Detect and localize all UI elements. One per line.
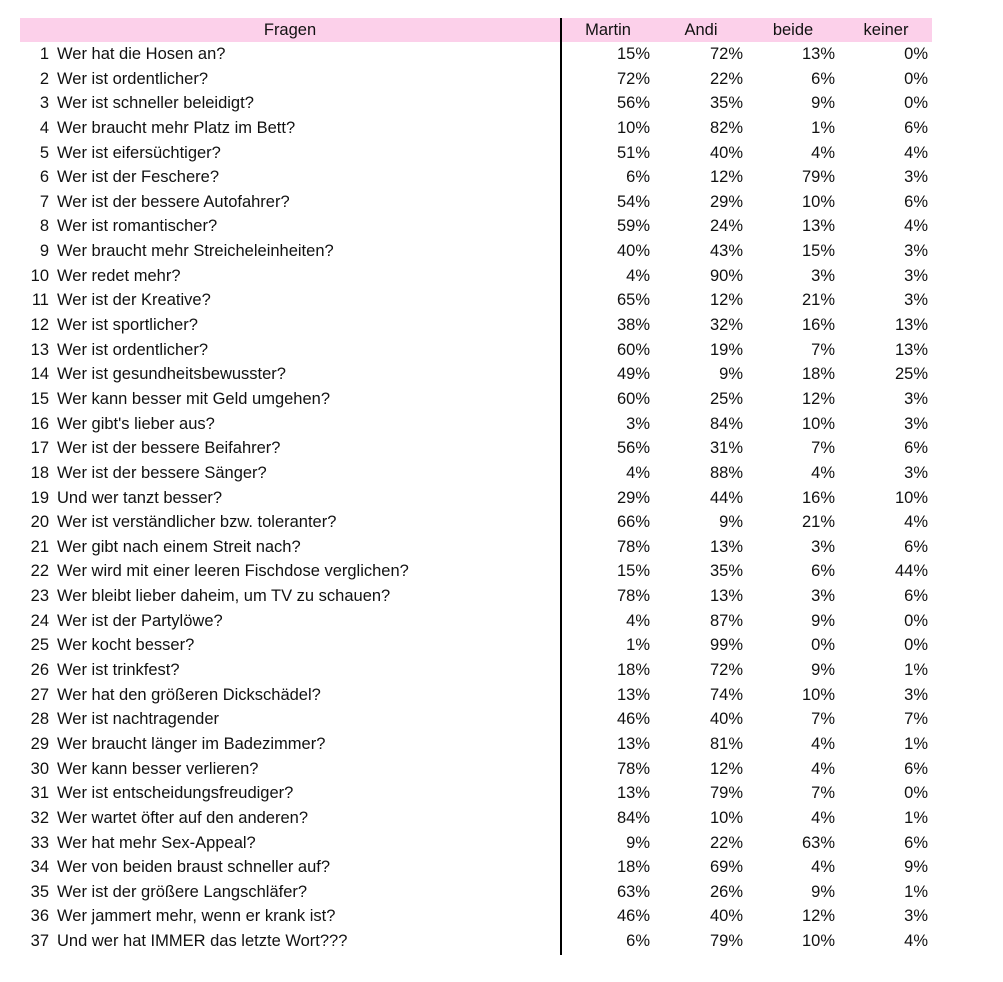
value-andi: 12%: [709, 759, 743, 778]
value-martin: 49%: [616, 365, 650, 384]
value-beide: 7%: [811, 439, 835, 458]
table-row: [0, 67, 1003, 92]
value-andi: 35%: [709, 562, 743, 581]
value-keiner: 3%: [904, 291, 928, 310]
value-martin: 29%: [616, 488, 650, 507]
value-beide: 4%: [811, 858, 835, 877]
question-text: Wer ist der bessere Beifahrer?: [57, 439, 281, 458]
table-row: [0, 781, 1003, 806]
value-beide: 1%: [811, 118, 835, 137]
value-martin: 66%: [616, 513, 650, 532]
value-martin: 15%: [616, 45, 650, 63]
table-row: [0, 880, 1003, 905]
value-martin: 46%: [616, 710, 650, 729]
value-beide: 7%: [811, 340, 835, 359]
table-row: [0, 264, 1003, 289]
table-row: [0, 313, 1003, 338]
question-number: 31: [30, 784, 49, 803]
value-beide: 3%: [811, 537, 835, 556]
question-text: Wer kann besser mit Geld umgehen?: [57, 389, 330, 408]
table-row: [0, 461, 1003, 486]
value-keiner: 13%: [894, 340, 928, 359]
value-beide: 18%: [801, 365, 835, 384]
value-andi: 32%: [709, 316, 743, 335]
value-beide: 79%: [801, 168, 835, 187]
value-martin: 72%: [616, 69, 650, 88]
question-text: Wer braucht länger im Badezimmer?: [57, 734, 326, 753]
question-text: Wer hat die Hosen an?: [57, 45, 226, 63]
question-number: 37: [30, 932, 49, 951]
value-martin: 84%: [616, 808, 650, 827]
value-martin: 18%: [616, 661, 650, 680]
table-row: [0, 806, 1003, 831]
value-keiner: 0%: [904, 611, 928, 630]
value-keiner: 0%: [904, 94, 928, 113]
value-beide: 4%: [811, 808, 835, 827]
question-text: Wer redet mehr?: [57, 266, 181, 285]
value-keiner: 3%: [904, 168, 928, 187]
question-text: Wer braucht mehr Streicheleinheiten?: [57, 242, 334, 261]
value-martin: 9%: [626, 833, 650, 852]
question-number: 12: [30, 316, 49, 335]
question-number: 7: [39, 192, 49, 211]
value-andi: 40%: [709, 907, 743, 926]
question-number: 27: [30, 685, 49, 704]
value-beide: 0%: [811, 636, 835, 655]
value-keiner: 3%: [904, 907, 928, 926]
value-beide: 4%: [811, 463, 835, 482]
question-text: Wer hat mehr Sex-Appeal?: [57, 833, 256, 852]
question-number: 29: [30, 734, 49, 753]
value-beide: 9%: [811, 611, 835, 630]
table-row: [0, 387, 1003, 412]
value-andi: 72%: [709, 45, 743, 63]
value-andi: 82%: [709, 118, 743, 137]
value-beide: 9%: [811, 882, 835, 901]
value-beide: 4%: [811, 734, 835, 753]
value-keiner: 1%: [904, 882, 928, 901]
value-keiner: 44%: [894, 562, 928, 581]
question-text: Wer ist verständlicher bzw. toleranter?: [57, 513, 337, 532]
question-number: 14: [30, 365, 49, 384]
value-martin: 10%: [616, 118, 650, 137]
question-number: 17: [30, 439, 49, 458]
question-text: Wer ist nachtragender: [57, 710, 220, 729]
header-beide: beide: [772, 21, 814, 39]
value-keiner: 0%: [904, 69, 928, 88]
value-keiner: 6%: [904, 759, 928, 778]
value-beide: 21%: [801, 513, 835, 532]
question-text: Wer jammert mehr, wenn er krank ist?: [57, 907, 336, 926]
value-andi: 12%: [709, 291, 743, 310]
value-beide: 10%: [801, 192, 835, 211]
value-martin: 78%: [616, 587, 650, 606]
question-text: Wer ist der bessere Autofahrer?: [57, 192, 290, 211]
table-row: [0, 165, 1003, 190]
value-keiner: 0%: [904, 784, 928, 803]
table-row: [0, 116, 1003, 141]
question-text: Wer kann besser verlieren?: [57, 759, 259, 778]
question-number: 26: [30, 661, 49, 680]
value-keiner: 3%: [904, 463, 928, 482]
table-row: [0, 91, 1003, 116]
question-text: Wer wird mit einer leeren Fischdose verglichen?: [57, 562, 409, 581]
value-beide: 3%: [811, 587, 835, 606]
question-text: Wer ist ordentlicher?: [57, 69, 209, 88]
value-andi: 24%: [709, 217, 743, 236]
value-martin: 13%: [616, 734, 650, 753]
table-row: [0, 683, 1003, 708]
table-row: [0, 658, 1003, 683]
value-beide: 21%: [801, 291, 835, 310]
table-row: [0, 288, 1003, 313]
question-number: 33: [30, 833, 49, 852]
question-number: 6: [39, 168, 49, 187]
value-martin: 4%: [626, 266, 650, 285]
table-row: [0, 338, 1003, 363]
value-keiner: 6%: [904, 587, 928, 606]
question-text: Wer von beiden braust schneller auf?: [57, 858, 331, 877]
value-andi: 81%: [709, 734, 743, 753]
value-martin: 1%: [626, 636, 650, 655]
table-row: [0, 929, 1003, 954]
value-martin: 56%: [616, 94, 650, 113]
question-number: 11: [31, 291, 49, 310]
table-body: [0, 42, 1003, 954]
value-keiner: 7%: [904, 710, 928, 729]
value-martin: 38%: [616, 316, 650, 335]
question-number: 20: [30, 513, 49, 532]
question-number: 34: [30, 858, 49, 877]
value-martin: 4%: [626, 463, 650, 482]
question-number: 16: [30, 414, 49, 433]
question-text: Wer wartet öfter auf den anderen?: [57, 808, 309, 827]
question-number: 23: [30, 587, 49, 606]
value-keiner: 25%: [894, 365, 928, 384]
question-number: 5: [39, 143, 49, 162]
question-number: 9: [39, 242, 49, 261]
table-row: [0, 535, 1003, 560]
value-keiner: 0%: [904, 45, 928, 63]
question-text: Wer ist sportlicher?: [57, 316, 198, 335]
question-number: 13: [30, 340, 49, 359]
question-text: Wer ist entscheidungsfreudiger?: [57, 784, 294, 803]
value-andi: 74%: [709, 685, 743, 704]
question-text: Wer bleibt lieber daheim, um TV zu schauen?: [57, 587, 391, 606]
value-martin: 18%: [616, 858, 650, 877]
value-martin: 6%: [626, 932, 650, 951]
value-keiner: 3%: [904, 266, 928, 285]
value-keiner: 4%: [904, 513, 928, 532]
value-beide: 9%: [811, 94, 835, 113]
table-row: [0, 707, 1003, 732]
value-andi: 13%: [709, 587, 743, 606]
question-text: Wer ist romantischer?: [57, 217, 218, 236]
value-andi: 22%: [709, 69, 743, 88]
table-row: [0, 436, 1003, 461]
question-number: 25: [30, 636, 49, 655]
value-beide: 10%: [801, 685, 835, 704]
question-number: 24: [30, 611, 49, 630]
table-row: [0, 831, 1003, 856]
value-andi: 88%: [709, 463, 743, 482]
table-row: [0, 855, 1003, 880]
value-beide: 16%: [801, 316, 835, 335]
value-andi: 25%: [709, 389, 743, 408]
question-number: 35: [30, 882, 49, 901]
value-martin: 3%: [626, 414, 650, 433]
value-andi: 13%: [709, 537, 743, 556]
value-martin: 40%: [616, 242, 650, 261]
table-row: [0, 510, 1003, 535]
value-keiner: 6%: [904, 439, 928, 458]
question-text: Wer ist der Kreative?: [57, 291, 211, 310]
value-keiner: 1%: [904, 808, 928, 827]
question-number: 4: [39, 118, 49, 137]
question-text: Wer ist trinkfest?: [57, 661, 180, 680]
question-number: 1: [39, 45, 49, 63]
value-keiner: 4%: [904, 932, 928, 951]
value-beide: 63%: [801, 833, 835, 852]
question-text: Wer ist der Feschere?: [57, 168, 220, 187]
value-andi: 79%: [709, 784, 743, 803]
value-beide: 10%: [801, 932, 835, 951]
question-number: 36: [30, 907, 49, 926]
value-beide: 7%: [811, 710, 835, 729]
table-row: [0, 190, 1003, 215]
value-andi: 10%: [709, 808, 743, 827]
value-andi: 9%: [719, 513, 743, 532]
value-andi: 79%: [709, 932, 743, 951]
value-beide: 10%: [801, 414, 835, 433]
header-fragen: Fragen: [263, 21, 317, 39]
value-andi: 26%: [709, 882, 743, 901]
value-keiner: 3%: [904, 389, 928, 408]
value-keiner: 0%: [904, 636, 928, 655]
table-row: [0, 214, 1003, 239]
value-beide: 4%: [811, 143, 835, 162]
table-row: [0, 141, 1003, 166]
value-martin: 63%: [616, 882, 650, 901]
value-andi: 44%: [709, 488, 743, 507]
question-number: 32: [30, 808, 49, 827]
value-andi: 69%: [709, 858, 743, 877]
question-text: Und wer tanzt besser?: [57, 488, 223, 507]
table-row: [0, 42, 1003, 67]
value-andi: 19%: [709, 340, 743, 359]
question-text: Wer kocht besser?: [57, 636, 195, 655]
question-number: 22: [30, 562, 49, 581]
question-number: 2: [39, 69, 49, 88]
value-beide: 12%: [801, 907, 835, 926]
value-andi: 90%: [709, 266, 743, 285]
table-row: [0, 904, 1003, 929]
value-beide: 13%: [801, 45, 835, 63]
question-text: Und wer hat IMMER das letzte Wort???: [57, 932, 348, 951]
table-row: [0, 486, 1003, 511]
value-keiner: 13%: [894, 316, 928, 335]
value-andi: 84%: [709, 414, 743, 433]
value-martin: 60%: [616, 340, 650, 359]
question-text: Wer braucht mehr Platz im Bett?: [57, 118, 296, 137]
value-martin: 78%: [616, 537, 650, 556]
header-keiner: keiner: [863, 21, 909, 39]
value-beide: 6%: [811, 562, 835, 581]
value-beide: 13%: [801, 217, 835, 236]
value-martin: 13%: [616, 784, 650, 803]
value-martin: 6%: [626, 168, 650, 187]
table-row: [0, 732, 1003, 757]
value-martin: 60%: [616, 389, 650, 408]
value-andi: 99%: [709, 636, 743, 655]
header-andi: Andi: [684, 21, 718, 39]
value-andi: 22%: [709, 833, 743, 852]
question-number: 28: [30, 710, 49, 729]
value-beide: 9%: [811, 661, 835, 680]
value-beide: 6%: [811, 69, 835, 88]
value-andi: 87%: [709, 611, 743, 630]
value-martin: 78%: [616, 759, 650, 778]
value-beide: 4%: [811, 759, 835, 778]
value-keiner: 6%: [904, 833, 928, 852]
question-text: Wer ist schneller beleidigt?: [57, 94, 254, 113]
table-row: [0, 757, 1003, 782]
question-text: Wer hat den größeren Dickschädel?: [57, 685, 321, 704]
table-row: [0, 584, 1003, 609]
table-row: [0, 239, 1003, 264]
value-andi: 31%: [709, 439, 743, 458]
value-beide: 15%: [801, 242, 835, 261]
value-andi: 72%: [709, 661, 743, 680]
question-text: Wer ist ordentlicher?: [57, 340, 209, 359]
question-number: 3: [39, 94, 49, 113]
value-martin: 15%: [616, 562, 650, 581]
value-keiner: 6%: [904, 537, 928, 556]
question-number: 10: [30, 266, 49, 285]
value-andi: 35%: [709, 94, 743, 113]
value-keiner: 3%: [904, 414, 928, 433]
value-keiner: 1%: [904, 734, 928, 753]
value-martin: 4%: [626, 611, 650, 630]
value-beide: 16%: [801, 488, 835, 507]
value-keiner: 10%: [894, 488, 928, 507]
question-number: 30: [30, 759, 49, 778]
table-row: [0, 362, 1003, 387]
value-martin: 46%: [616, 907, 650, 926]
table-row: [0, 412, 1003, 437]
value-keiner: 3%: [904, 685, 928, 704]
value-andi: 12%: [709, 168, 743, 187]
table-header: [20, 18, 932, 42]
question-text: Wer gibt nach einem Streit nach?: [57, 537, 301, 556]
value-keiner: 6%: [904, 118, 928, 137]
value-andi: 29%: [709, 192, 743, 211]
table-row: [0, 559, 1003, 584]
question-text: Wer ist der Partylöwe?: [57, 611, 223, 630]
value-beide: 3%: [811, 266, 835, 285]
question-number: 19: [30, 488, 49, 507]
value-martin: 51%: [616, 143, 650, 162]
question-text: Wer ist gesundheitsbewusster?: [57, 365, 286, 384]
value-martin: 65%: [616, 291, 650, 310]
value-andi: 40%: [709, 143, 743, 162]
table-row: [0, 633, 1003, 658]
value-keiner: 3%: [904, 242, 928, 261]
question-text: Wer gibt's lieber aus?: [57, 414, 215, 433]
value-martin: 56%: [616, 439, 650, 458]
value-martin: 54%: [616, 192, 650, 211]
value-beide: 7%: [811, 784, 835, 803]
question-text: Wer ist eifersüchtiger?: [57, 143, 221, 162]
value-keiner: 6%: [904, 192, 928, 211]
value-keiner: 1%: [904, 661, 928, 680]
value-martin: 13%: [616, 685, 650, 704]
value-keiner: 4%: [904, 143, 928, 162]
value-keiner: 9%: [904, 858, 928, 877]
question-number: 8: [39, 217, 49, 236]
question-text: Wer ist der größere Langschläfer?: [57, 882, 308, 901]
question-number: 21: [30, 537, 49, 556]
value-keiner: 4%: [904, 217, 928, 236]
table-row: [0, 609, 1003, 634]
question-number: 18: [30, 463, 49, 482]
header-martin: Martin: [585, 21, 631, 39]
value-beide: 12%: [801, 389, 835, 408]
value-andi: 40%: [709, 710, 743, 729]
value-andi: 9%: [719, 365, 743, 384]
value-martin: 59%: [616, 217, 650, 236]
question-number: 15: [30, 389, 49, 408]
value-andi: 43%: [709, 242, 743, 261]
question-text: Wer ist der bessere Sänger?: [57, 463, 267, 482]
